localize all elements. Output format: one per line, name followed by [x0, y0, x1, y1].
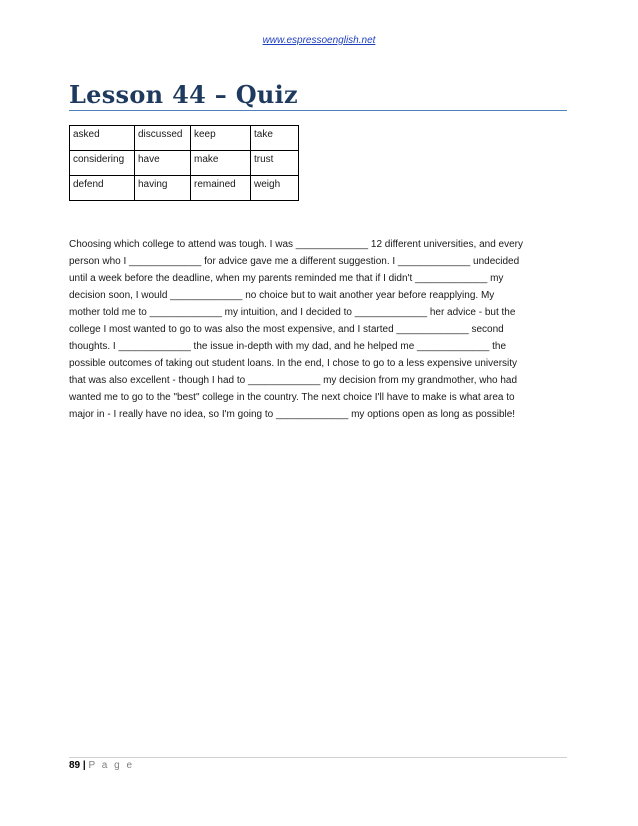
word-bank-row [70, 176, 299, 201]
passage-line: until a week before the deadline, when my parents reminded me that if I didn't _____________ my [69, 273, 504, 284]
header-website-link[interactable]: www.espressoenglish.net [262, 35, 376, 46]
passage-line: wanted me to go to the "best" college in the country. The next choice I'll have to make is what area to [69, 392, 515, 403]
page-footer [69, 760, 134, 771]
passage-line: college I most wanted to go to was also the most expensive, and I started _____________ second [69, 324, 504, 335]
word-bank-cell: trust [251, 151, 299, 176]
footer-divider [69, 757, 567, 758]
word-bank-cell: considering [70, 151, 135, 176]
passage-line: person who I _____________ for advice gave me a different suggestion. I _____________ undecided [69, 256, 520, 267]
word-bank-cell: take [251, 126, 299, 151]
word-bank-cell: have [135, 151, 191, 176]
page-title: Lesson 44 – Quiz [69, 80, 298, 109]
passage-line: Choosing which college to attend was tough. I was _____________ 12 different universities, and every [69, 239, 524, 250]
word-bank-cell: having [135, 176, 191, 201]
word-bank-row [70, 126, 299, 151]
passage-line: decision soon, I would _____________ no choice but to wait another year before reapplying. My [69, 290, 495, 301]
passage-line: major in - I really have no idea, so I'm going to _____________ my options open as long as possible! [69, 409, 516, 420]
passage-line: possible outcomes of taking out student loans. In the end, I chose to go to a less expensive university [69, 358, 518, 369]
page-label: P a g e [88, 760, 135, 771]
word-bank-cell: keep [191, 126, 251, 151]
passage-line: mother told me to _____________ my intuition, and I decided to _____________ her advice - but the [69, 307, 516, 318]
word-bank-cell: discussed [135, 126, 191, 151]
passage-line: thoughts. I _____________ the issue in-depth with my dad, and he helped me _____________ the [69, 341, 507, 352]
title-underline [69, 110, 567, 111]
quiz-passage [69, 236, 565, 423]
word-bank-cell: asked [70, 126, 135, 151]
passage-line: that was also excellent - though I had to _____________ my decision from my grandmother, who had [69, 375, 518, 386]
word-bank-cell: remained [191, 176, 251, 201]
word-bank-cell: make [191, 151, 251, 176]
word-bank-row [70, 151, 299, 176]
page-number: 89 [69, 760, 81, 771]
word-bank-cell: defend [70, 176, 135, 201]
word-bank-table [69, 125, 299, 201]
footer-separator: | [82, 760, 86, 771]
word-bank-cell: weigh [251, 176, 299, 201]
